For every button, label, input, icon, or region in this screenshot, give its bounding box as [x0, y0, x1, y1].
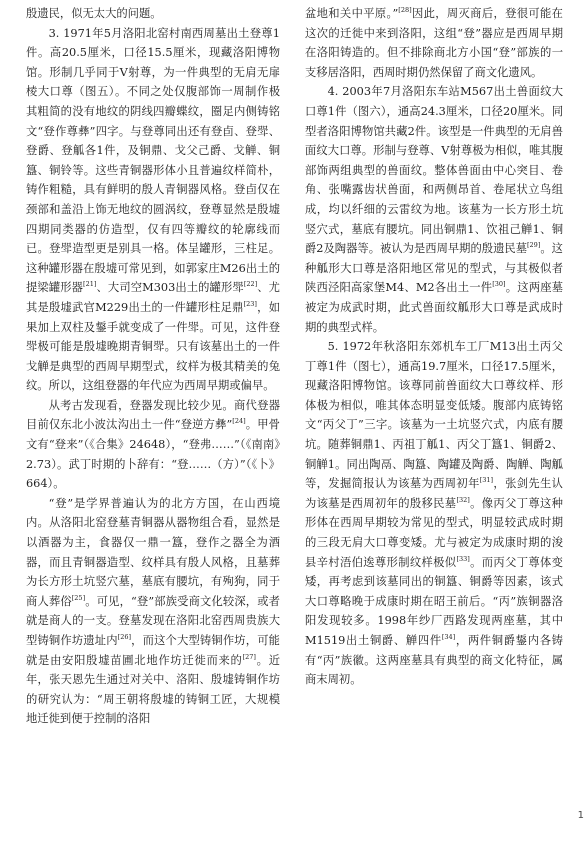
text-run: 殷遗民，似无太大的问题。	[26, 7, 162, 20]
citation-ref: [33]	[456, 554, 470, 563]
left-column	[26, 4, 280, 729]
text-run: 从考古发现看，登器发现比较少见。商代登器目前仅东北小波汰沟出土一件“登逆方彝”	[26, 398, 280, 432]
paragraph	[305, 337, 563, 690]
citation-ref: [23]	[243, 300, 257, 309]
citation-ref: [31]	[479, 476, 494, 485]
citation-ref: [30]	[492, 280, 506, 289]
text-run: 。甲骨文有“登来”（《合集》24648），“登弗……”（《南南》2.73）。武丁时期的卜辞有：“登……（方）”（《卜》664）。	[26, 418, 280, 491]
text-run: 、尤其是殷墟武官M229出土的一件罐形柱足鼎	[26, 281, 280, 314]
text-run: 。近年，张天恩先生通过对关中、洛阳、殷墟铸铜作坊的研究认为：“周王朝将殷墟的铸铜工匠，大规模地迁徙到便于控制的洛阳	[26, 653, 280, 726]
text-run: 5. 1972年秋洛阳东郊机车工厂M13出土丙父丁尊1件（图七），通高19.7厘米，口径17.5厘米，现藏洛阳博物馆。该尊同前兽面纹大口尊纹样、形体极为相似，唯其体态明显变低矮。腹部内底铸铭文“丙父丁”三字。该墓为一土坑竖穴式，内底有腰坑。随葬铜鼎1、丙祖丁觚1、丙父丁簋1、铜爵2、铜觯1。同出陶鬲、陶簋、陶罐及陶爵、陶觯、陶觚等，发掘简报认为该墓为西周初年	[305, 340, 563, 491]
citation-ref: [28]	[398, 6, 412, 15]
citation-ref: [32]	[456, 496, 470, 505]
paragraph	[305, 82, 563, 337]
paragraph	[26, 396, 280, 494]
paragraph	[26, 4, 280, 24]
text-run: 4. 2003年7月洛阳东车站M567出土兽面纹大口尊1件（图六），通高24.3厘米，口径20厘米。同型者洛阳博物馆共藏2件。该型是一件典型的无肩兽面纹大口尊。形制与登尊、Ⅴ射尊极为相似，唯其腹部饰两组典型的兽面纹。整体兽面由中心突目、卷角、张嘴露齿状兽面，和两侧昂首、卷尾状立鸟组成，均以纤细的云雷纹为地。该墓为一长方形土坑竖穴式，墓底有腰坑。同出铜鼎1、饮祖己觯1、铜爵2及陶器等。被认为是西周早期的殷遗民墓	[305, 85, 563, 256]
text-run: 。这两座墓被定为成武时期，此式兽面纹觚形大口尊是武成时期的典型式样。	[305, 281, 563, 334]
citation-ref: [25]	[71, 594, 86, 603]
citation-ref: [29]	[527, 241, 541, 250]
right-column	[305, 4, 563, 690]
paragraph	[26, 494, 280, 729]
text-run: 。像丙父丁尊这种形体在西周早期较为常见的型式，明显较武成时期的三段无肩大口尊变矮。尤与被定为成康时期的浚县辛村浯伯逘尊形制纹样极似	[305, 496, 563, 569]
text-run: 因此，周灭商后，登很可能在这次的迁徙中来到洛阳，这组“登”器应是西周早期在洛阳铸造的。但不排除商北方小国“登”部族的一支移居洛阳，西周时期仍然保留了商文化遗风。	[305, 7, 563, 79]
citation-ref: [21]	[83, 280, 97, 289]
citation-ref: [26]	[117, 633, 132, 642]
paragraph	[26, 24, 280, 396]
page-number: 1	[577, 810, 584, 821]
text-run: ，张剑先生认为该墓是西周初年的殷移民墓	[305, 477, 563, 510]
text-run: 。而丙父丁尊体变矮，再考虑到该墓同出的铜簋、铜爵等因素，该式大口尊略晚于成康时期在昭王前后。“丙”族铜器洛阳发现较多。1998年纱厂西路发现两座墓，其中M1519出土铜爵、觯四件	[305, 555, 563, 647]
text-run: 。可见，“登”部族受商文化较深，或者就是商人的一支。登墓发现在洛阳北窑西周贵族大型铸铜作坊遗址内	[26, 594, 280, 647]
citation-ref: [24]	[232, 417, 246, 426]
text-run: ，两件铜爵鋬内各铸有“丙”族徽。这两座墓具有典型的商文化特征，属商末周初。	[305, 634, 563, 687]
citation-ref: [22]	[243, 280, 258, 289]
text-run: ，如果加上双柱及鋬手就变成了一件斝。可见，这件登斝极可能是殷墟晚期青铜斝。只有该墓出土的一件戈觯是典型的西周早期型式，纹样为极其精美的兔纹。所以，这组登器的年代应为西周早期或偏早。	[26, 300, 280, 393]
text-run: 盆地和关中平原。”	[305, 7, 399, 20]
text-run: 、大司空M303出土的罐形斝	[96, 281, 244, 295]
citation-ref: [34]	[441, 633, 456, 642]
citation-ref: [27]	[242, 652, 256, 661]
text-run: “登”是学界普遍认为的北方方国，在山西境内。从洛阳北窑登墓青铜器从器物组合看，显然是以酒器为主，食器仅一鼎一簋，登作之器全为酒器，而且青铜器造型、纹样具有殷人风格，且墓葬为长方形土坑竖穴墓，墓底有腰坑，有殉狗，同于商人葬俗	[26, 496, 280, 608]
text-run: 。这种觚形大口尊是洛阳地区常见的型式，与其极似者陕西泾阳高家堡M4、M2各出土一件	[305, 242, 563, 295]
paragraph	[305, 4, 563, 82]
text-run: ，而这个大型铸铜作坊，可能就是由安阳殷墟苗圃北地作坊迁徙而来的	[26, 634, 280, 667]
text-run: 3. 1971年5月洛阳北窑村南西周墓出土登尊1件。高20.5厘米，口径15.5厘米，现藏洛阳博物馆。形制几乎同于Ⅴ射尊，为一件典型的无肩无扉棱大口尊（图五）。不同之处仅腹部饰一周制作极其粗简的没有地纹的阴线四瓣蝶纹，圈足内侧铸铭文“登作尊彝”四字。与登尊同出还有登卣、登斝、登爵、登觚各1件，及铜鼎、戈父己爵、戈觯、铜簋、铜铃等。这些青铜器形体小且普遍纹样简朴，铸作粗糙，具有鲜明的殷人青铜器风格。登卣仅在颈部和盖沿上饰无地纹的圆涡纹，登尊显然是殷墟四期同类器的仿造型，仅有四等瓣纹的轮廓线而已。登斝造型更是别具一格。体呈罐形，三柱足。这种罐形器在殷墟可常见到，如郭家庄M26出土的提梁罐形器	[26, 26, 280, 295]
